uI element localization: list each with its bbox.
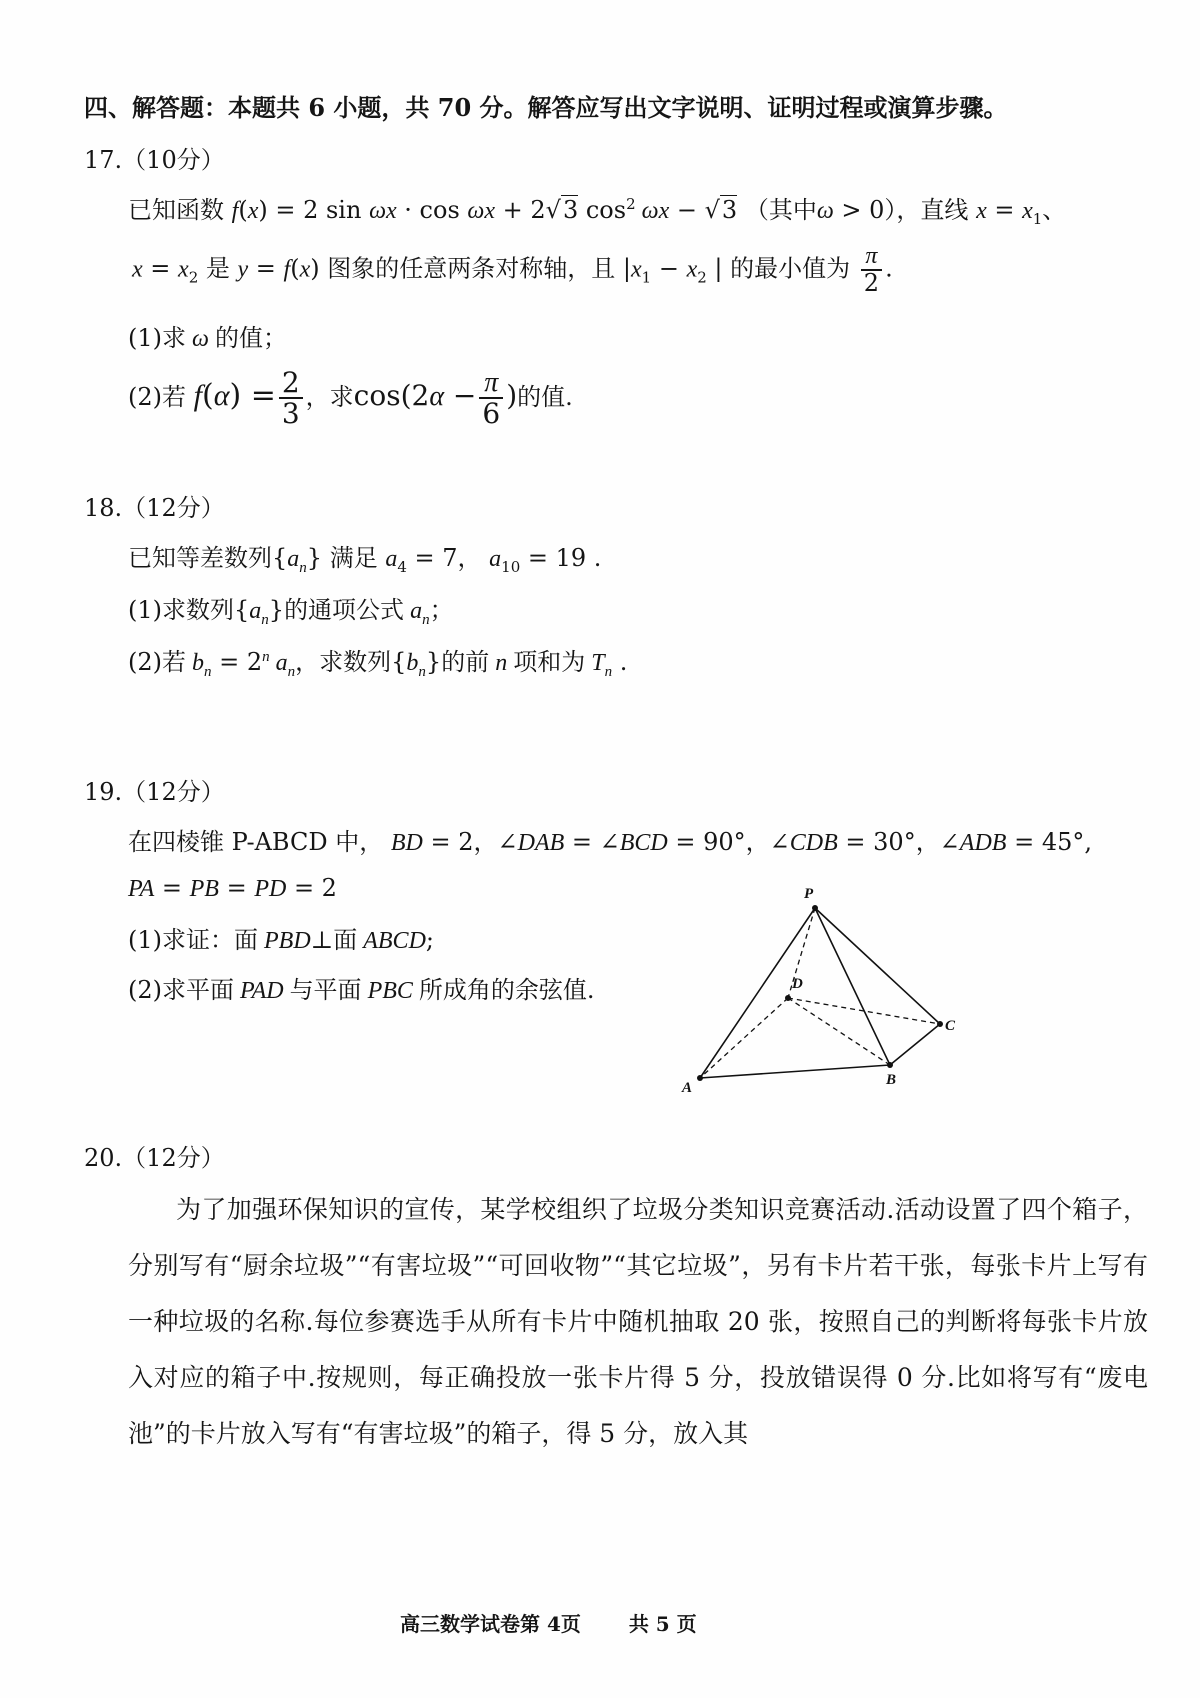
q17-line1: 已知函数 f(x) = 2 sin ωx · cos ωx + 2√3 $\cos^2 \omega x - √3$ （其中ω > 0），直线 $x = x_1$、: [128, 195, 1067, 228]
q20-paragraph: 为了加强环保知识的宣传，某学校组织了垃圾分类知识竞赛活动.活动设置了四个箱子，分别写有“厨余垃圾”“有害垃圾”“可回收物”“其它垃圾”，另有卡片若干张，每张卡片上写有一种垃圾的名称.每位参赛选手从所有卡片中随机抽取 20 张，按照自己的判断将每张卡片放入对应的箱子中.按规则，每正确投放一张卡片得 5 分，投放错误得 0 分.比如将写有“废电池”的卡片放入写有“有害垃圾”的箱子，得 5 分，放入其: [128, 1195, 1148, 1448]
q17-text: （其中: [744, 196, 817, 224]
q18-part1-text: (1)求数列: [128, 596, 234, 624]
q19-text: 在四棱锥 P-ABCD 中，: [128, 828, 384, 856]
q18-header: [84, 488, 225, 523]
q18-text: 已知等差数列: [128, 544, 272, 572]
q17-line2: $x = x_2$ 是 y = f(x) 图象的任意两条对称轴，且 $|x_1 - x_2$ | 的最小值为 $\frac{\pi}{2}$ .: [132, 243, 893, 298]
q18-part1-text: 的通项公式: [284, 596, 405, 624]
q18-score: （12分）: [122, 494, 225, 522]
q17-text: 图象的任意两条对称轴，且: [327, 254, 616, 283]
q18-part2: (2)若 $b_n = 2^n$ $a_n$，求数列$\{b_n\}$的前 n 项和为 $T_n$ .: [128, 648, 628, 680]
q20-score: （12分）: [122, 1144, 225, 1172]
vertex-label-d: D: [792, 976, 803, 992]
q19-part2-text: 与平面: [289, 976, 362, 1004]
q19-line2: PA = PB = PD = 2: [128, 874, 337, 902]
q19-header: [84, 772, 225, 807]
q17-text: 、: [1042, 196, 1067, 224]
q18-text: ，: [457, 544, 482, 572]
vertex-label-p: P: [804, 886, 814, 902]
q17-function-formula: f: [231, 198, 239, 224]
q19-score: （12分）: [122, 778, 225, 806]
q17-part1: (1)求 ω 的值；: [128, 324, 287, 352]
q20-header: [84, 1138, 225, 1173]
vertex-label-a: A: [682, 1080, 693, 1096]
q20-number: 20.: [84, 1144, 123, 1172]
q19-number: 19.: [84, 778, 123, 806]
q17-text: 的最小值为: [730, 254, 851, 283]
vertex-label-c: C: [945, 1018, 956, 1034]
footer-total: 共 5 页: [628, 1612, 697, 1636]
q18-part2-text: (2)若: [128, 648, 186, 676]
q18-part1: (1)求数列$\{a_n\}$的通项公式 $a_n$；: [128, 596, 454, 628]
q17-part2: (2)若 f(α) = $\frac{2}{3}$ ，求cos(2α − $\frac{\pi}{6}$ )的值.: [128, 366, 573, 431]
q18-number: 18.: [84, 494, 123, 522]
q17-part2-text: 的值.: [517, 382, 573, 411]
page-footer: [400, 1608, 697, 1637]
q19-part2-text: 所成角的余弦值.: [418, 976, 595, 1004]
q17-part1-text: 的值；: [214, 324, 287, 352]
q18-part2-text: ，求数列: [295, 648, 392, 676]
q17-header: [84, 140, 225, 175]
q18-text: 满足: [329, 544, 378, 572]
q17-text: 是: [205, 254, 230, 283]
q17-part2-text: (2)若: [128, 382, 186, 411]
q19-part1: (1)求证：面 PBD⊥面 ABCD;: [128, 926, 434, 954]
q17-part2-text: ，求: [305, 382, 354, 411]
q19-part1-text: (1)求证：面: [128, 926, 258, 954]
q18-part2-text: 项和为: [513, 648, 586, 676]
q17-number: 17.: [84, 146, 123, 174]
pyramid-figure: [660, 870, 990, 1110]
q19-part2: (2)求平面 PAD 与平面 PBC 所成角的余弦值.: [128, 976, 595, 1004]
vertex-label-b: B: [886, 1072, 897, 1088]
q17-score: （10分）: [122, 146, 225, 174]
section-heading: 四、解答题：本题共 6 小题，共 70 分。解答应写出文字说明、证明过程或演算步骤。: [84, 93, 1008, 122]
q18-part2-text: 的前: [441, 648, 490, 676]
footer-page: 高三数学试卷第 4页: [400, 1612, 581, 1636]
q18-line1: 已知等差数列$\{a_n\}$ 满足 $a_4 = 7$， $a_{10} = 19$ .: [128, 544, 602, 576]
q17-part1-text: (1)求: [128, 324, 186, 352]
q19-part1-text: ⊥面: [310, 926, 358, 954]
q17-text: ），直线: [884, 196, 969, 224]
q19-line1: 在四棱锥 P-ABCD 中， BD = 2，∠DAB = ∠BCD = 90°，∠CDB = 30°，∠ADB = 45°,: [128, 828, 1092, 856]
q19-part2-text: (2)求平面: [128, 976, 234, 1004]
q17-pi-over-2: $\frac{\pi}{2}$: [861, 244, 882, 296]
q17-text: 已知函数: [128, 196, 224, 224]
